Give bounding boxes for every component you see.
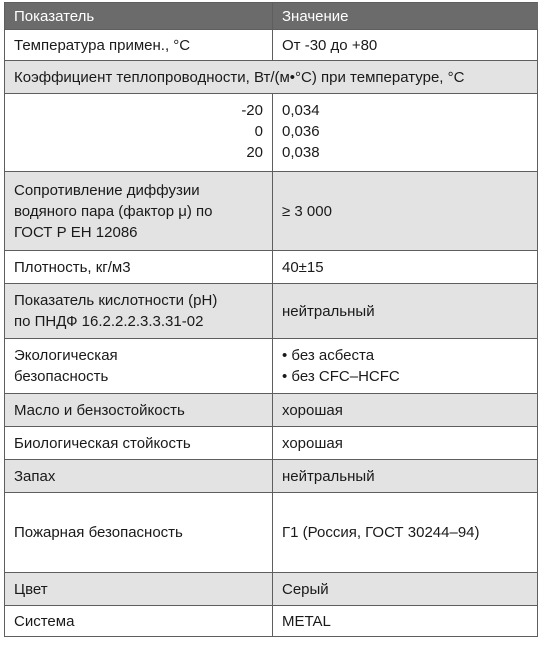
temperature-item: 0 — [254, 123, 263, 140]
row-value — [273, 339, 538, 394]
row-value: Серый — [273, 573, 538, 606]
table-row-fire — [5, 493, 538, 573]
table-row-temp-use — [5, 30, 538, 61]
row-label: Биологическая стойкость — [5, 427, 273, 460]
row-label — [5, 339, 273, 394]
table-row-ecology — [5, 339, 538, 394]
table-row-oil — [5, 394, 538, 427]
row-value: хорошая — [273, 394, 538, 427]
row-label-line: Показатель кислотности (рН) — [14, 292, 218, 309]
table-row-conductivity-title — [5, 61, 538, 94]
header-parameter: Показатель — [5, 3, 273, 30]
conductivity-item: 0,038 — [282, 144, 320, 161]
temperature-list — [5, 94, 273, 172]
conductivity-item: 0,034 — [282, 102, 320, 119]
properties-table — [4, 2, 538, 637]
conductivity-item: 0,036 — [282, 123, 320, 140]
table-row-diffusion — [5, 172, 538, 251]
row-value: От -30 до +80 — [273, 30, 538, 61]
row-label-line: безопасность — [14, 368, 109, 385]
row-label-line: ГОСТ Р ЕН 12086 — [14, 223, 138, 241]
row-value: Г1 (Россия, ГОСТ 30244–94) — [273, 493, 538, 573]
row-label: Температура примен., °C — [5, 30, 273, 61]
table-row-acidity — [5, 284, 538, 339]
bullet-item: • без CFC–HCFC — [282, 368, 400, 385]
row-label — [5, 172, 273, 251]
conductivity-list — [273, 94, 538, 172]
table-row-color — [5, 573, 538, 606]
table-row-density — [5, 251, 538, 284]
row-label: Цвет — [5, 573, 273, 606]
temperature-item: -20 — [241, 102, 263, 119]
row-label: Система — [5, 606, 273, 637]
table-row-smell — [5, 460, 538, 493]
row-label-line: Сопротивление диффузии — [14, 181, 200, 199]
row-label: Масло и бензостойкость — [5, 394, 273, 427]
temperature-item: 20 — [246, 144, 263, 161]
row-label: Запах — [5, 460, 273, 493]
table-row-bio — [5, 427, 538, 460]
row-value: хорошая — [273, 427, 538, 460]
table-row-conductivity-values — [5, 94, 538, 172]
row-value: нейтральный — [273, 460, 538, 493]
row-label — [5, 284, 273, 339]
bullet-item: • без асбеста — [282, 347, 375, 364]
table-row-system — [5, 606, 538, 637]
row-value: нейтральный — [273, 284, 538, 339]
row-label: Пожарная безопасность — [5, 493, 273, 573]
row-label: Плотность, кг/м3 — [5, 251, 273, 284]
header-value: Значение — [273, 3, 538, 30]
row-label-wide: Коэффициент теплопроводности, Вт/(м•°C) при температуре, °C — [5, 61, 538, 94]
row-value: METAL — [273, 606, 538, 637]
row-value: 40±15 — [273, 251, 538, 284]
row-label-line: водяного пара (фактор μ) по — [14, 202, 213, 220]
row-label-line: Экологическая — [14, 347, 118, 364]
row-label-line: по ПНДФ 16.2.2.2.3.3.31-02 — [14, 313, 204, 330]
table-header-row — [5, 3, 538, 30]
row-value: ≥ 3 000 — [273, 172, 538, 251]
